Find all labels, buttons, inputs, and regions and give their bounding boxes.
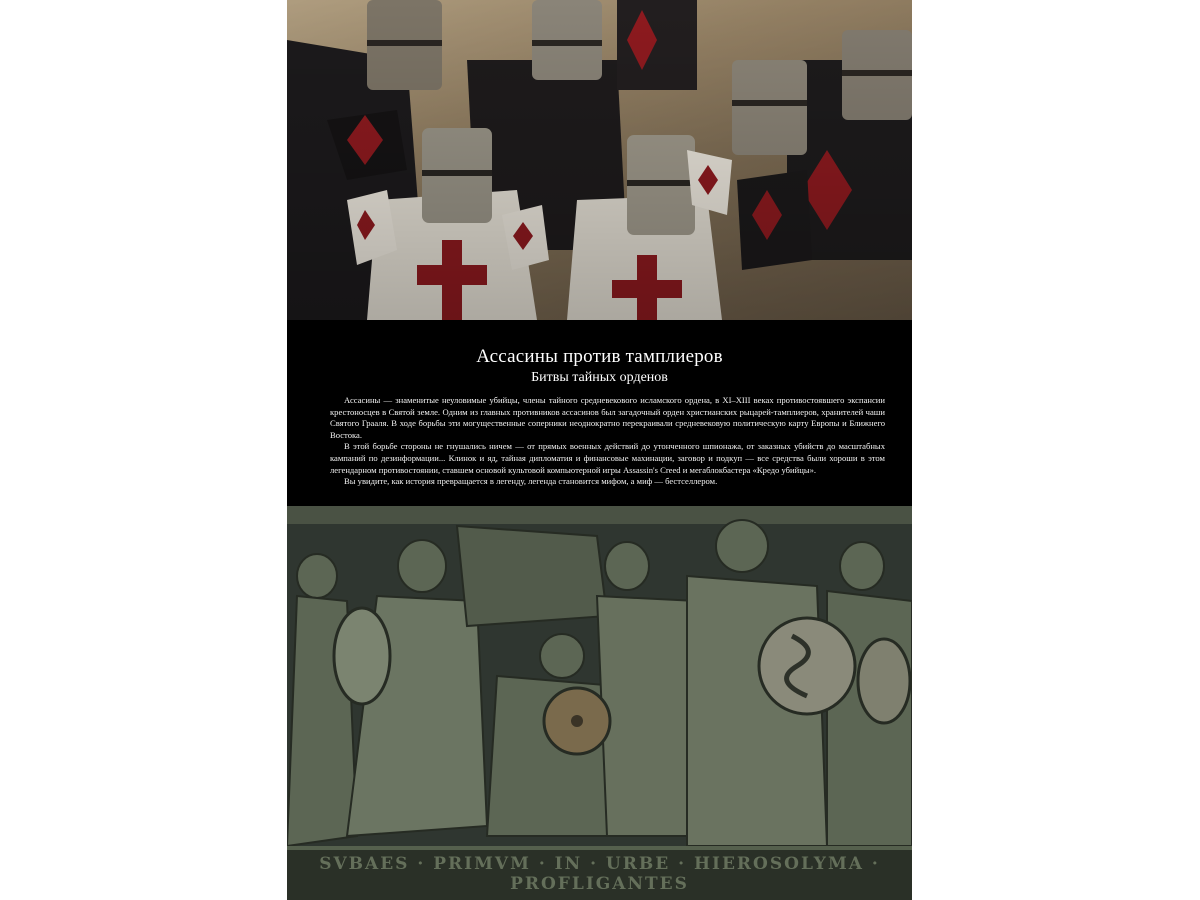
description-text xyxy=(330,395,885,488)
relief-illustration xyxy=(287,506,912,900)
text-band xyxy=(287,320,912,506)
page-title: Ассасины против тамплиеров xyxy=(476,346,723,367)
knights-illustration xyxy=(287,0,912,320)
page-subtitle: Битвы тайных орденов xyxy=(531,370,668,385)
paragraph-2: В этой борьбе стороны не гнушались ничем — от прямых военных действий до утонченного шпионажа, от заказных убийств до масштабных кампаний по дезинформации... Клинок и яд, тайная дипломатия и финансовые махинации, заговор и подкуп — все средства были хороши в этом легендарном противостоянии, ставшем основой культовой компьютерной игры Assassin's Creed и мегаблокбастера «Кредо убийцы». xyxy=(330,441,885,475)
book-cover-page xyxy=(287,0,912,900)
paragraph-3: Вы увидите, как история превращается в легенду, легенда становится мифом, а миф — бестселлером. xyxy=(344,476,718,487)
bronze-relief-photo xyxy=(287,506,912,900)
relief-inscription: SVBAES · PRIMVM · IN · URBE · HIEROSOLYMA · PROFLIGANTES xyxy=(319,854,880,894)
paragraph-1: Ассасины — знаменитые неуловимые убийцы, члены тайного средневекового исламского ордена, в XI–XIII веках противостоявшего экспансии крестоносцев в Святой земле. Одним из главных противников ассасинов был загадочный орден христианских рыцарей-тамплиеров, хранителей чаши Святого Грааля. В ходе борьбы эти могущественные соперники неоднократно перекраивали средневековую политическую карту Европы и Ближнего Востока. xyxy=(330,395,885,440)
knights-photo xyxy=(287,0,912,320)
